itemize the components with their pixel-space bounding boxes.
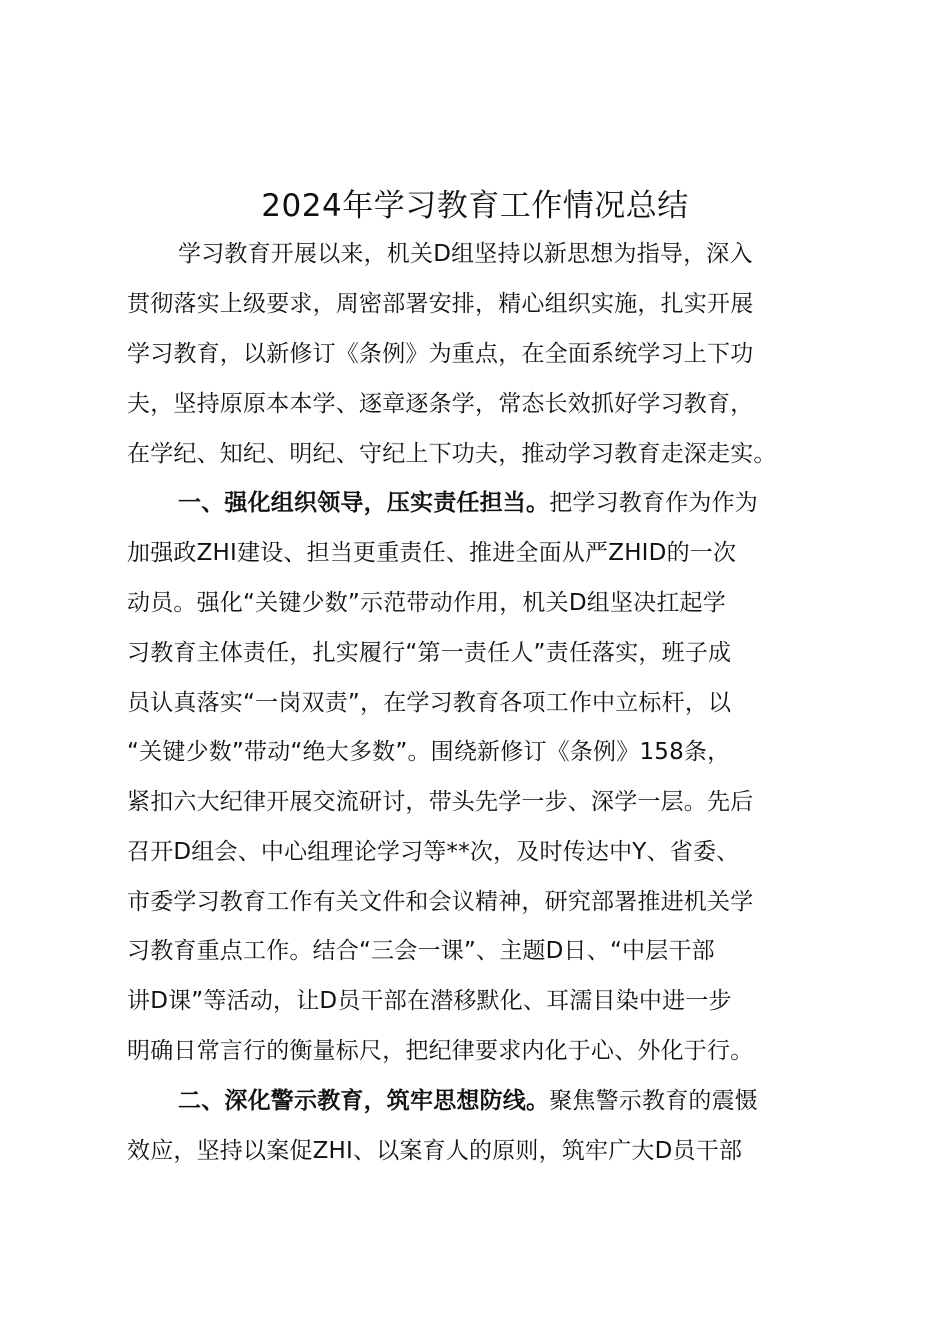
paragraph-line: 明确日常言行的衡量标尺，把纪律要求内化于心、外化于行。 bbox=[127, 1038, 754, 1064]
paragraph-line: 习教育重点工作。结合“三会一课”、主题D日、“中层干部 bbox=[127, 938, 715, 964]
paragraph-line: 员认真落实“一岗双责”，在学习教育各项工作中立标杆，以 bbox=[127, 690, 732, 716]
paragraph-line: 贯彻落实上级要求，周密部署安排，精心组织实施，扎实开展 bbox=[127, 291, 754, 317]
paragraph-line: “关键少数”带动“绝大多数”。围绕新修订《条例》158条， bbox=[127, 739, 731, 765]
paragraph-line: 加强政ZHI建设、担当更重责任、推进全面从严ZHID的一次 bbox=[127, 540, 737, 566]
paragraph-text: 聚焦警示教育的震慑 bbox=[549, 1088, 759, 1114]
paragraph-line: 学习教育，以新修订《条例》为重点，在全面系统学习上下功 bbox=[127, 341, 754, 367]
section-heading-line bbox=[178, 1076, 758, 1126]
paragraph-line: 动员。强化“关键少数”示范带动作用，机关D组坚决扛起学 bbox=[127, 590, 726, 616]
paragraph-line: 在学纪、知纪、明纪、守纪上下功夫，推动学习教育走深走实。 bbox=[127, 441, 777, 467]
section-heading-1: 一、强化组织领导，压实责任担当。 bbox=[178, 490, 550, 516]
paragraph-line: 效应，坚持以案促ZHI、以案育人的原则，筑牢广大D员干部 bbox=[127, 1138, 743, 1164]
paragraph-line: 学习教育开展以来，机关D组坚持以新思想为指导，深入 bbox=[178, 241, 753, 267]
paragraph-line: 讲D课”等活动，让D员干部在潜移默化、耳濡目染中进一步 bbox=[127, 988, 732, 1014]
section-heading-2: 二、深化警示教育，筑牢思想防线。 bbox=[178, 1088, 550, 1114]
paragraph-line: 市委学习教育工作有关文件和会议精神，研究部署推进机关学 bbox=[127, 889, 754, 915]
paragraph-line: 习教育主体责任，扎实履行“第一责任人”责任落实，班子成 bbox=[127, 640, 732, 666]
section-heading-line bbox=[178, 478, 758, 528]
paragraph-line: 夫，坚持原原本本学、逐章逐条学，常态长效抓好学习教育， bbox=[127, 391, 754, 417]
document-title: 2024年学习教育工作情况总结 bbox=[261, 188, 689, 224]
paragraph-line: 紧扣六大纪律开展交流研讨，带头先学一步、深学一层。先后 bbox=[127, 789, 754, 815]
paragraph-line: 召开D组会、中心组理论学习等**次，及时传达中Y、省委、 bbox=[127, 839, 740, 865]
paragraph-text: 把学习教育作为作为 bbox=[549, 490, 759, 516]
